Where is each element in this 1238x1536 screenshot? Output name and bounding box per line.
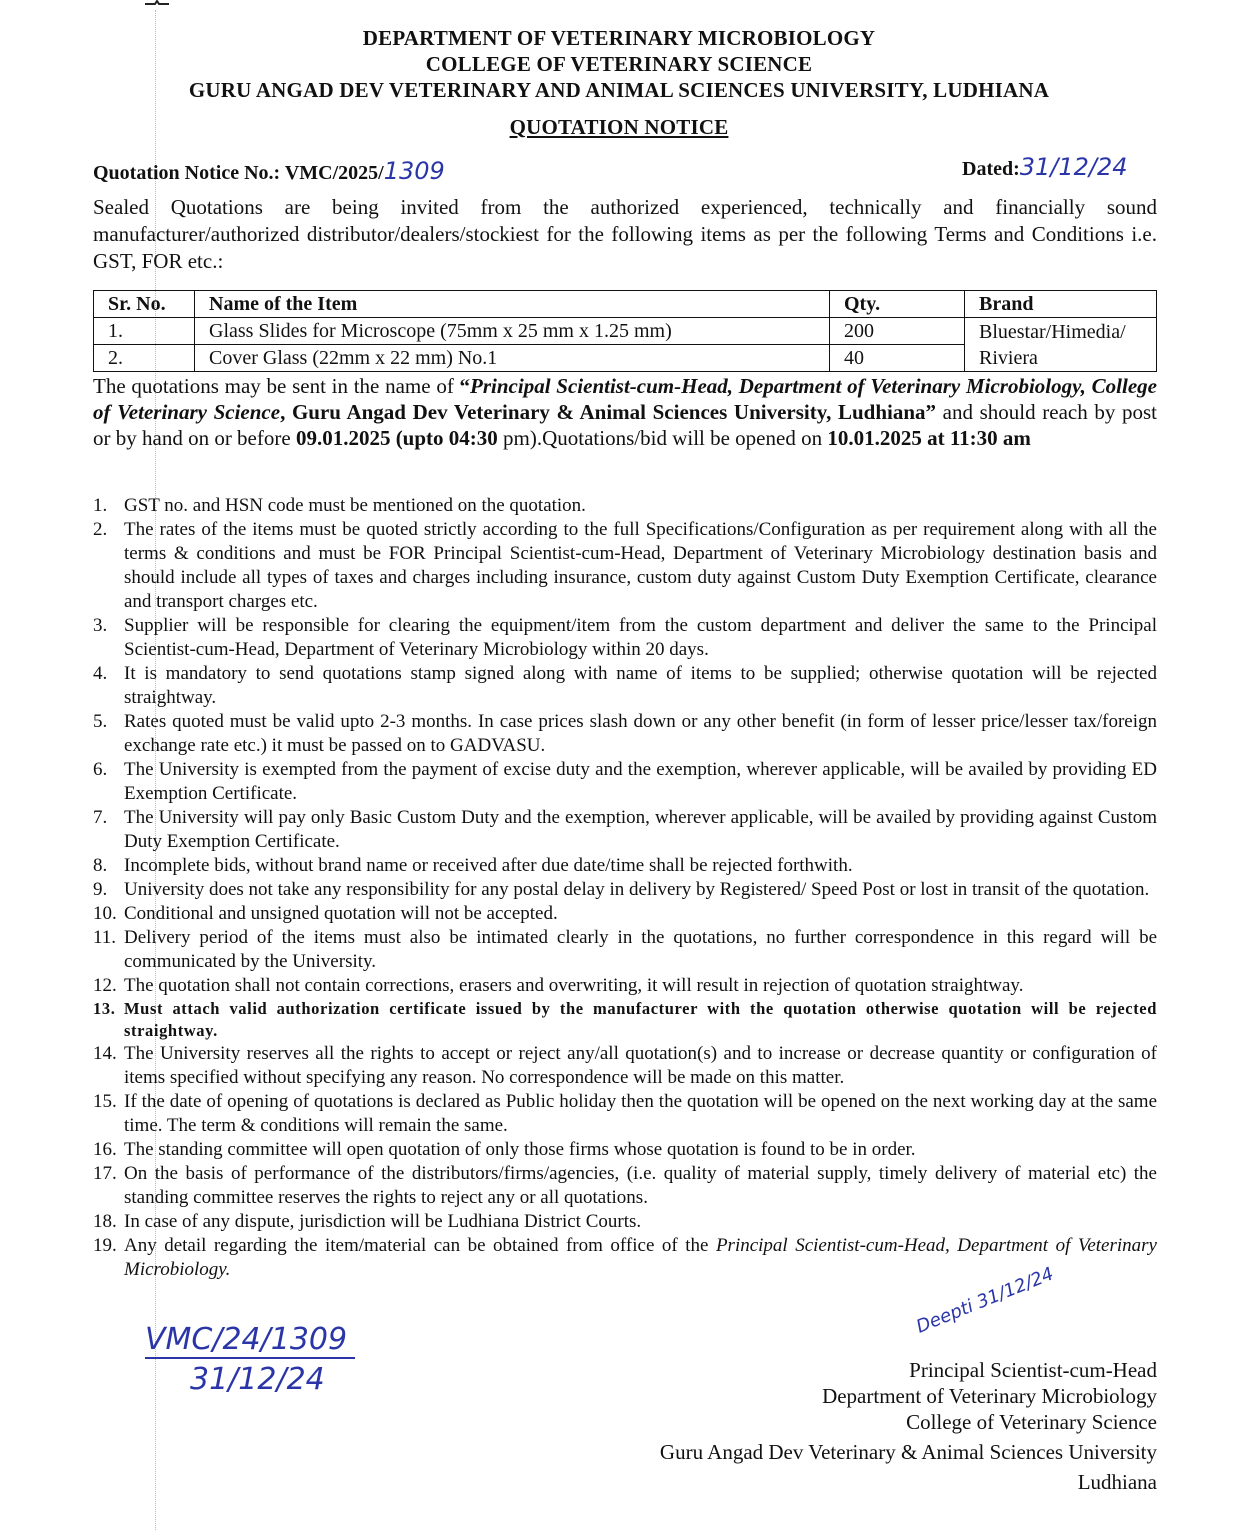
list-item — [93, 926, 1157, 974]
term-text: Supplier will be responsible for clearing the equipment/item from the custom department and deliver the same to the Principal Scientist-cum-Head, Department of Veterinary Microbiology within 20 days. — [124, 615, 1157, 660]
col-header-brand: Brand — [965, 291, 1157, 318]
list-item — [93, 998, 1157, 1042]
list-item — [93, 614, 1157, 662]
list-item — [93, 974, 1157, 998]
term-number: 4. — [93, 663, 108, 684]
term-text: The quotation shall not contain corrections, erasers and overwriting, it will result in rejection of quotation straightway. — [124, 975, 1024, 996]
list-item — [93, 1234, 1157, 1282]
signatory-college: College of Veterinary Science — [906, 1410, 1157, 1434]
term-text: It is mandatory to send quotations stamp signed along with name of items to be supplied; otherwise quotation will be rejected straightway. — [124, 663, 1157, 708]
term-number: 9. — [93, 879, 108, 900]
intro-paragraph: Sealed Quotations are being invited from the authorized experienced, technically and financially sound manufacturer/authorized distributor/dealers/stockiest for the following items as per the following Terms and Conditions i.e. GST, FOR etc.: — [93, 195, 1157, 273]
handwritten-date: 31/12/24 — [190, 1362, 325, 1397]
term-number: 12. — [93, 975, 117, 996]
term-number: 2. — [93, 519, 108, 540]
term-text: The University will pay only Basic Custom Duty and the exemption, wherever applicable, will be availed by providing against Custom Duty Exemption Certificate. — [124, 807, 1157, 852]
term-text: The rates of the items must be quoted strictly according to the full Specifications/Configuration as per requirement along with all the terms & conditions and must be FOR Principal Scientist-cum-Head, Department of Veterinary Microbiology destination basis and should include all types of taxes and charges including insurance, custom duty against Custom Duty Exemption Certificate, clearance and transport charges etc. — [124, 519, 1157, 612]
submission-deadline: 09.01.2025 (upto 04:30 — [295, 426, 498, 450]
list-item — [93, 1138, 1157, 1162]
cell-brand — [965, 318, 1157, 372]
term-number: 10. — [93, 903, 117, 924]
term-text: Rates quoted must be valid upto 2-3 months. In case prices slash down or any other benefit (in form of lesser price/lesser tax/foreign exchange rate etc.) it must be passed on to GADVASU. — [124, 711, 1157, 756]
submission-quote-mark: “ — [459, 374, 471, 398]
table-row — [94, 318, 1157, 345]
term-number: 5. — [93, 711, 108, 732]
cell-item-name: Cover Glass (22mm x 22 mm) No.1 — [195, 345, 830, 372]
term-number: 19. — [93, 1235, 117, 1256]
col-header-qty: Qty. — [830, 291, 965, 318]
cell-item-name: Glass Slides for Microscope (75mm x 25 mm x 1.25 mm) — [195, 318, 830, 345]
department-heading: DEPARTMENT OF VETERINARY MICROBIOLOGY — [362, 26, 876, 50]
list-item — [93, 902, 1157, 926]
term-text: GST no. and HSN code must be mentioned on the quotation. — [124, 495, 586, 516]
term-number: 6. — [93, 759, 108, 780]
list-item — [93, 1162, 1157, 1210]
term-text: University does not take any responsibility for any postal delay in delivery by Registered/ Speed Post or lost in transit of the quotation. — [124, 879, 1150, 900]
list-item — [93, 494, 1157, 518]
term-number: 14. — [93, 1043, 117, 1064]
term-text: Must attach valid authorization certificate issued by the manufacturer with the quotation otherwise quotation will be rejected straightway. — [124, 999, 1157, 1040]
signatory-department: Department of Veterinary Microbiology — [822, 1384, 1157, 1408]
submission-text-1: The quotations may be sent in the name of — [93, 374, 460, 398]
list-item — [93, 1210, 1157, 1234]
cell-qty: 40 — [830, 345, 965, 372]
term-number: 13. — [93, 999, 116, 1018]
submission-text-3: pm).Quotations/bid will be opened on — [497, 426, 828, 450]
term-text: The University reserves all the rights to accept or reject any/all quotation(s) and to increase or decrease quantity or configuration of items specified without specifying any reason. No correspondence will be made on this matter. — [124, 1043, 1157, 1088]
term-text: If the date of opening of quotations is declared as Public holiday then the quotation will be opened on the next working day at the same time. The term & conditions will remain the same. — [124, 1091, 1157, 1136]
signatory-university: Guru Angad Dev Veterinary & Animal Sciences University — [659, 1440, 1157, 1464]
term-text: Delivery period of the items must also be intimated clearly in the quotations, no further correspondence in this regard will be communicated by the University. — [124, 927, 1157, 972]
col-header-sr-no: Sr. No. — [94, 291, 195, 318]
term-number: 11. — [93, 927, 117, 948]
submission-paragraph — [93, 373, 1157, 451]
term-text: Any detail regarding the item/material can be obtained from office of the — [124, 1235, 716, 1256]
university-heading: GURU ANGAD DEV VETERINARY AND ANIMAL SCIENCES UNIVERSITY, LUDHIANA — [188, 78, 1050, 102]
list-item — [93, 1090, 1157, 1138]
term-text: The University is exempted from the payment of excise duty and the exemption, wherever applicable, will be availed by providing ED Exemption Certificate. — [124, 759, 1157, 804]
opening-date: 10.01.2025 at 11:30 am — [827, 426, 1031, 450]
term-number: 18. — [93, 1211, 117, 1232]
items-table — [93, 290, 1157, 372]
notice-number-label: Quotation Notice No.: VMC/2025/ — [93, 162, 384, 184]
term-number: 1. — [93, 495, 108, 516]
submission-addressee: Principal Scientist-cum-Head, Department of Veterinary Microbiology, College of Veterinary Science — [93, 374, 1157, 424]
term-text: Conditional and unsigned quotation will not be accepted. — [124, 903, 558, 924]
brand-line-1: Bluestar/Himedia/ — [979, 320, 1126, 343]
handwritten-reference: VMC/24/1309 — [145, 1322, 348, 1357]
brand-line-2: Riviera — [979, 346, 1038, 369]
dated-label: Dated: — [962, 158, 1020, 180]
term-text: In case of any dispute, jurisdiction will be Ludhiana District Courts. — [124, 1211, 642, 1232]
signatory-city: Ludhiana — [1077, 1470, 1157, 1494]
submission-text-2: and should reach by post or by hand on or before — [93, 400, 1157, 450]
col-header-item-name: Name of the Item — [195, 291, 830, 318]
list-item — [93, 758, 1157, 806]
list-item — [93, 518, 1157, 614]
cell-sr-no: 1. — [94, 318, 195, 345]
dated-handwritten: 31/12/24 — [1019, 153, 1128, 181]
list-item — [93, 1042, 1157, 1090]
cell-qty: 200 — [830, 318, 965, 345]
term-text-italic: Principal Scientist-cum-Head, Department of Veterinary Microbiology. — [124, 1235, 1157, 1280]
terms-list — [93, 494, 1157, 1282]
quotation-notice-number — [93, 157, 445, 185]
term-number: 7. — [93, 807, 108, 828]
list-item — [93, 806, 1157, 854]
term-text: Incomplete bids, without brand name or received after due date/time shall be rejected forthwith. — [124, 855, 853, 876]
cell-sr-no: 2. — [94, 345, 195, 372]
document-title: QUOTATION NOTICE — [509, 115, 729, 139]
list-item — [93, 854, 1157, 878]
list-item — [93, 878, 1157, 902]
term-number: 17. — [93, 1163, 117, 1184]
handwritten-signature: Deepti 31/12/24 — [913, 1263, 1057, 1338]
submission-university: Guru Angad Dev Veterinary & Animal Sciences University, Ludhiana” — [291, 400, 937, 424]
term-number: 3. — [93, 615, 108, 636]
term-number: 8. — [93, 855, 108, 876]
term-text: On the basis of performance of the distributors/firms/agencies, (i.e. quality of material supply, timely delivery of material etc) the standing committee reserves the rights to reject any or all quotations. — [124, 1163, 1157, 1208]
notice-date — [962, 153, 1128, 181]
handwritten-underline — [145, 1357, 355, 1359]
list-item — [93, 710, 1157, 758]
signatory-title: Principal Scientist-cum-Head — [909, 1358, 1157, 1382]
term-number: 15. — [93, 1091, 117, 1112]
table-header-row — [94, 291, 1157, 318]
submission-comma: , — [280, 400, 292, 424]
term-text: The standing committee will open quotation of only those firms whose quotation is found to be in order. — [124, 1139, 916, 1160]
staple-mark — [145, 0, 169, 8]
term-number: 16. — [93, 1139, 117, 1160]
college-heading: COLLEGE OF VETERINARY SCIENCE — [425, 52, 813, 76]
list-item — [93, 662, 1157, 710]
notice-number-handwritten: 1309 — [383, 157, 445, 185]
